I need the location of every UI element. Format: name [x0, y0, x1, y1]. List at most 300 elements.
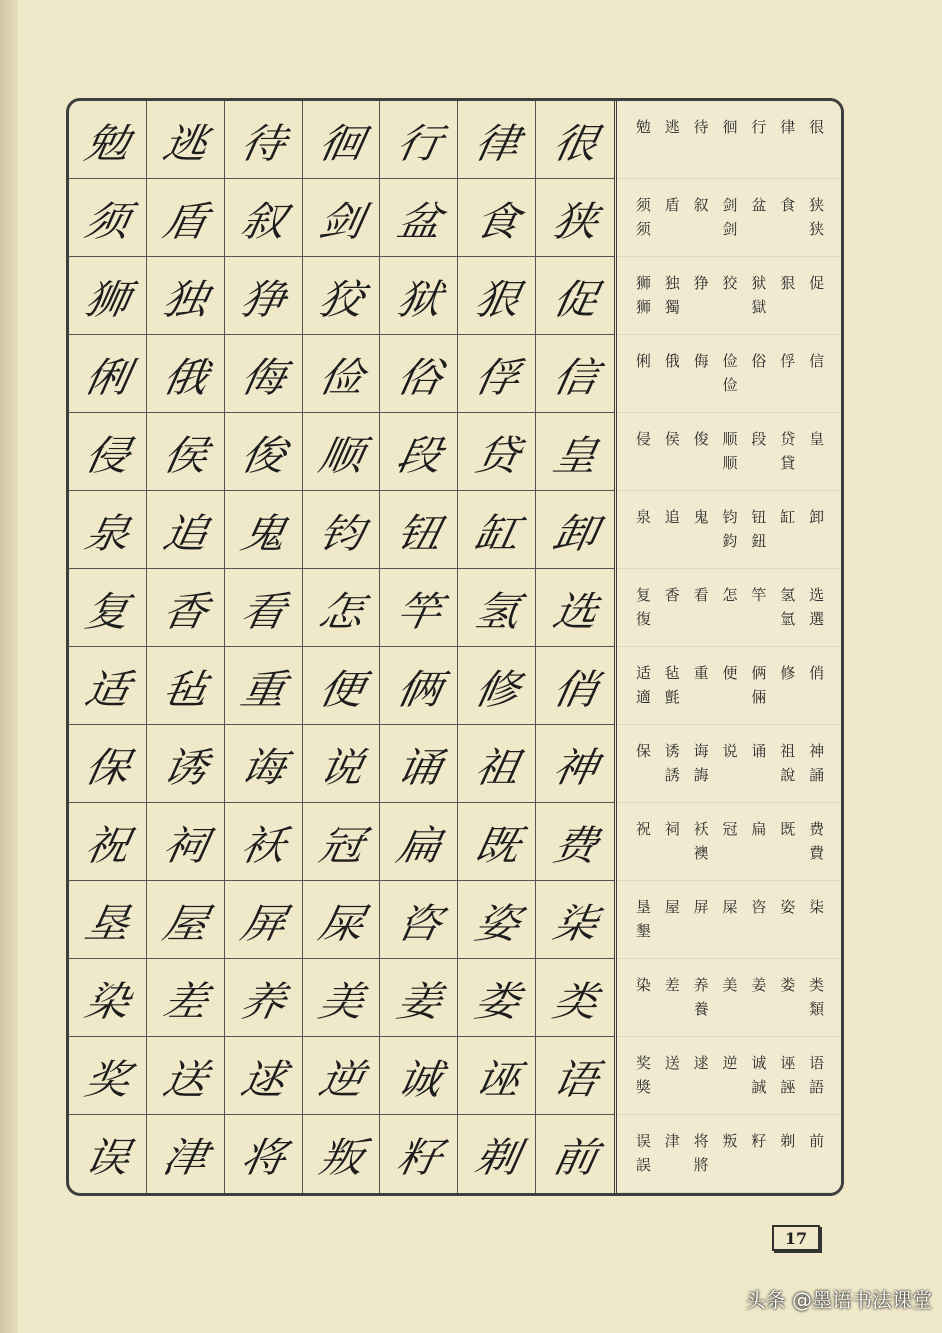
simplified-char: 修: [780, 664, 796, 682]
calligraphy-char: 侵: [81, 432, 132, 480]
simplified-char: 狠: [780, 274, 796, 292]
simplified-char: 姿: [780, 898, 796, 916]
reference-entry: [687, 817, 716, 865]
calligraphy-char: 前: [549, 1134, 600, 1182]
simplified-char: 屏: [693, 898, 709, 916]
traditional-char: 鈕: [751, 532, 767, 550]
calligraphy-char: 皇: [549, 432, 600, 480]
reference-entry: [687, 349, 716, 373]
calligraphy-char: 垦: [81, 900, 132, 948]
calligraphy-cell: [536, 491, 614, 569]
calligraphy-char: 奖: [81, 1056, 132, 1104]
calligraphy-char: 氢: [470, 588, 522, 636]
calligraphy-cell: [69, 257, 147, 335]
calligraphy-char: 狱: [392, 276, 444, 324]
calligraphy-cell: [147, 1037, 225, 1115]
reference-entry: [716, 973, 745, 997]
calligraphy-char: 诲: [237, 744, 288, 792]
calligraphy-cell: [536, 803, 614, 881]
traditional-char: 须: [635, 220, 651, 238]
calligraphy-char: 费: [549, 822, 600, 870]
calligraphy-char: 说: [315, 744, 366, 792]
traditional-char: 費: [809, 844, 825, 862]
calligraphy-cell: [458, 569, 536, 647]
calligraphy-char: 袄: [237, 822, 288, 870]
reference-entry: [629, 973, 658, 997]
traditional-char: 將: [693, 1156, 709, 1174]
simplified-char: 送: [664, 1054, 680, 1072]
calligraphy-cell: [458, 959, 536, 1037]
traditional-char: 氫: [780, 610, 796, 628]
calligraphy-char: 顺: [315, 432, 366, 480]
simplified-char: 奖: [635, 1054, 651, 1072]
calligraphy-cell: [69, 725, 147, 803]
simplified-char: 差: [664, 976, 680, 994]
calligraphy-char: 诬: [470, 1056, 522, 1104]
reference-entry: [802, 817, 831, 865]
simplified-char: 逃: [664, 118, 680, 136]
calligraphy-char: 便: [315, 666, 366, 714]
simplified-char: 行: [751, 118, 767, 136]
calligraphy-char: 逃: [159, 120, 210, 168]
calligraphy-char: 须: [81, 198, 132, 246]
reference-row: [617, 959, 841, 1037]
traditional-char: 狮: [635, 298, 651, 316]
calligraphy-char: 选: [549, 588, 600, 636]
simplified-char: 追: [664, 508, 680, 526]
simplified-char: 语: [809, 1054, 825, 1072]
calligraphy-cell: [380, 335, 458, 413]
calligraphy-cell: [303, 101, 381, 179]
calligraphy-char: 祝: [81, 822, 132, 870]
simplified-char: 怎: [722, 586, 738, 604]
calligraphy-cell: [458, 413, 536, 491]
calligraphy-char: 俘: [470, 354, 522, 402]
calligraphy-cell: [303, 335, 381, 413]
simplified-char: 诵: [751, 742, 767, 760]
simplified-char: 侮: [693, 352, 709, 370]
reference-entry: [773, 271, 802, 295]
calligraphy-cell: [458, 647, 536, 725]
simplified-char: 信: [809, 352, 825, 370]
calligraphy-cell: [380, 725, 458, 803]
calligraphy-char: 追: [159, 510, 210, 558]
traditional-char: 倆: [751, 688, 767, 706]
reference-entry: [687, 427, 716, 451]
simplified-char: 钮: [751, 508, 767, 526]
reference-row: [617, 647, 841, 725]
simplified-char: 逑: [693, 1054, 709, 1072]
reference-entry: [773, 1051, 802, 1099]
simplified-char: 竿: [751, 586, 767, 604]
simplified-char: 很: [809, 118, 825, 136]
reference-entry: [629, 505, 658, 529]
simplified-char: 保: [635, 742, 651, 760]
calligraphy-char: 狭: [549, 198, 600, 246]
reference-entry: [716, 1129, 745, 1153]
calligraphy-cell: [69, 491, 147, 569]
reference-entry: [773, 739, 802, 787]
reference-entry: [802, 115, 831, 139]
reference-entry: [687, 739, 716, 787]
traditional-char: 養: [693, 1000, 709, 1018]
calligraphy-char: 竿: [392, 588, 444, 636]
calligraphy-char: 勉: [81, 120, 132, 168]
traditional-char: 獨: [664, 298, 680, 316]
watermark: 头条 @墨语书法课堂: [745, 1287, 932, 1312]
simplified-char: 顺: [722, 430, 738, 448]
calligraphy-cell: [380, 179, 458, 257]
reference-entry: [687, 271, 716, 295]
calligraphy-char: 俗: [392, 354, 444, 402]
calligraphy-cell: [147, 335, 225, 413]
calligraphy-char: 屎: [315, 900, 366, 948]
calligraphy-cell: [225, 413, 303, 491]
calligraphy-cell: [225, 491, 303, 569]
reference-entry: [629, 349, 658, 373]
simplified-char: 娄: [780, 976, 796, 994]
reference-entry: [716, 583, 745, 607]
reference-entry: [687, 895, 716, 919]
simplified-char: 祠: [664, 820, 680, 838]
calligraphy-char: 贷: [470, 432, 522, 480]
reference-entry: [658, 115, 687, 139]
simplified-char: 贷: [780, 430, 796, 448]
reference-entry: [802, 973, 831, 1021]
reference-row: [617, 1037, 841, 1115]
simplified-char: 叛: [722, 1132, 738, 1150]
simplified-char: 狰: [693, 274, 709, 292]
simplified-char: 促: [809, 274, 825, 292]
reference-entry: [716, 505, 745, 553]
calligraphy-cell: [303, 1037, 381, 1115]
calligraphy-cell: [458, 1037, 536, 1115]
calligraphy-char: 送: [159, 1056, 210, 1104]
calligraphy-char: 钧: [315, 510, 366, 558]
calligraphy-char: 盆: [392, 198, 444, 246]
calligraphy-char: 柒: [549, 900, 600, 948]
simplified-char: 独: [664, 274, 680, 292]
calligraphy-cell: [303, 647, 381, 725]
simplified-char: 屎: [722, 898, 738, 916]
simplified-char: 徊: [722, 118, 738, 136]
simplified-char: 俘: [780, 352, 796, 370]
reference-entry: [658, 583, 687, 607]
calligraphy-cell: [147, 101, 225, 179]
calligraphy-char: 类: [549, 978, 600, 1026]
traditional-char: 氈: [664, 688, 680, 706]
traditional-char: 狭: [809, 220, 825, 238]
simplified-char: 剃: [780, 1132, 796, 1150]
calligraphy-char: 段: [392, 432, 444, 480]
simplified-char: 神: [809, 742, 825, 760]
reference-entry: [802, 349, 831, 373]
calligraphy-cell: [458, 725, 536, 803]
reference-entry: [744, 661, 773, 709]
reference-entry: [744, 349, 773, 373]
calligraphy-char: 咨: [392, 900, 444, 948]
reference-entry: [773, 661, 802, 685]
reference-entry: [802, 661, 831, 685]
calligraphy-char: 剑: [315, 198, 366, 246]
simplified-char: 侯: [664, 430, 680, 448]
calligraphy-cell: [380, 101, 458, 179]
traditional-char: 獄: [751, 298, 767, 316]
calligraphy-char: 屏: [237, 900, 288, 948]
traditional-char: 誣: [780, 1078, 796, 1096]
traditional-char: 襖: [693, 844, 709, 862]
reference-entry: [773, 895, 802, 919]
calligraphy-char: 侮: [237, 354, 288, 402]
calligraphy-cell: [303, 491, 381, 569]
calligraphy-char: 复: [81, 588, 132, 636]
calligraphy-cell: [147, 959, 225, 1037]
calligraphy-cell: [536, 725, 614, 803]
reference-entry: [658, 427, 687, 451]
calligraphy-char: 津: [159, 1134, 210, 1182]
calligraphy-char: 盾: [159, 198, 210, 246]
calligraphy-cell: [147, 1115, 225, 1193]
simplified-char: 氢: [780, 586, 796, 604]
simplified-char: 毡: [664, 664, 680, 682]
calligraphy-cell: [380, 803, 458, 881]
calligraphy-cell: [536, 101, 614, 179]
calligraphy-char: 语: [549, 1056, 600, 1104]
reference-entry: [658, 739, 687, 787]
simplified-char: 勉: [635, 118, 651, 136]
calligraphy-cell: [303, 725, 381, 803]
calligraphy-char: 缸: [470, 510, 522, 558]
traditional-char: 誨: [693, 766, 709, 784]
calligraphy-char: 祠: [159, 822, 210, 870]
calligraphy-cell: [225, 1037, 303, 1115]
simplified-char: 诚: [751, 1054, 767, 1072]
calligraphy-cell: [225, 257, 303, 335]
calligraphy-char: 养: [237, 978, 288, 1026]
reference-entry: [658, 349, 687, 373]
calligraphy-char: 独: [159, 276, 210, 324]
simplified-char: 卸: [809, 508, 825, 526]
reference-entry: [744, 1129, 773, 1153]
calligraphy-char: 卸: [549, 510, 600, 558]
reference-entry: [687, 193, 716, 217]
traditional-char: 選: [809, 610, 825, 628]
traditional-char: 誠: [751, 1078, 767, 1096]
calligraphy-cell: [225, 647, 303, 725]
reference-entry: [716, 349, 745, 397]
calligraphy-char: 冠: [315, 822, 366, 870]
simplified-char: 俩: [751, 664, 767, 682]
calligraphy-cell: [69, 569, 147, 647]
calligraphy-char: 毡: [159, 666, 210, 714]
calligraphy-char: 差: [159, 978, 210, 1026]
calligraphy-cell: [147, 725, 225, 803]
calligraphy-cell: [303, 881, 381, 959]
simplified-char: 美: [722, 976, 738, 994]
calligraphy-cell: [225, 101, 303, 179]
simplified-char: 将: [693, 1132, 709, 1150]
calligraphy-char: 俐: [81, 354, 132, 402]
calligraphy-cell: [303, 179, 381, 257]
calligraphy-cell: [458, 1115, 536, 1193]
reference-entry: [744, 505, 773, 553]
reference-entry: [802, 505, 831, 529]
reference-row: [617, 881, 841, 959]
reference-row: [617, 179, 841, 257]
reference-row: [617, 257, 841, 335]
reference-entry: [716, 739, 745, 763]
simplified-char: 咨: [751, 898, 767, 916]
calligraphy-cell: [458, 881, 536, 959]
reference-entry: [629, 271, 658, 319]
calligraphy-char: 怎: [315, 588, 366, 636]
simplified-char: 误: [635, 1132, 651, 1150]
simplified-char: 狱: [751, 274, 767, 292]
simplified-char: 律: [780, 118, 796, 136]
simplified-char: 柒: [809, 898, 825, 916]
reference-entry: [744, 193, 773, 217]
calligraphy-cell: [69, 1115, 147, 1193]
reference-entry: [658, 1051, 687, 1075]
simplified-char: 段: [751, 430, 767, 448]
traditional-char: 誘: [664, 766, 680, 784]
copybook-frame: [66, 98, 844, 1196]
calligraphy-cell: [380, 647, 458, 725]
reference-row: [617, 491, 841, 569]
calligraphy-cell: [458, 335, 536, 413]
reference-entry: [744, 739, 773, 763]
simplified-char: 俄: [664, 352, 680, 370]
traditional-char: 獎: [635, 1078, 651, 1096]
reference-entry: [629, 115, 658, 139]
simplified-char: 逆: [722, 1054, 738, 1072]
reference-entry: [744, 817, 773, 841]
calligraphy-cell: [147, 803, 225, 881]
calligraphy-cell: [536, 179, 614, 257]
calligraphy-char: 姜: [392, 978, 444, 1026]
calligraphy-char: 修: [470, 666, 522, 714]
calligraphy-cell: [380, 1037, 458, 1115]
calligraphy-char: 籽: [392, 1134, 444, 1182]
calligraphy-char: 祖: [470, 744, 522, 792]
reference-entry: [658, 1129, 687, 1153]
calligraphy-char: 叛: [315, 1134, 366, 1182]
simplified-char: 缸: [780, 508, 796, 526]
calligraphy-cell: [536, 647, 614, 725]
simplified-char: 食: [780, 196, 796, 214]
reference-entry: [744, 895, 773, 919]
calligraphy-cell: [69, 1037, 147, 1115]
calligraphy-cell: [536, 1115, 614, 1193]
simplified-char: 俭: [722, 352, 738, 370]
traditional-char: 剑: [722, 220, 738, 238]
simplified-char: 选: [809, 586, 825, 604]
calligraphy-char: 误: [81, 1134, 132, 1182]
simplified-char: 待: [693, 118, 709, 136]
reference-entry: [744, 115, 773, 139]
calligraphy-char: 将: [237, 1134, 288, 1182]
reference-entry: [802, 427, 831, 451]
calligraphy-char: 狰: [237, 276, 288, 324]
simplified-char: 鬼: [693, 508, 709, 526]
calligraphy-char: 娄: [470, 978, 522, 1026]
reference-entry: [687, 583, 716, 607]
calligraphy-cell: [147, 569, 225, 647]
calligraphy-char: 律: [470, 120, 522, 168]
calligraphy-cell: [303, 569, 381, 647]
calligraphy-cell: [225, 1115, 303, 1193]
reference-entry: [716, 271, 745, 295]
calligraphy-char: 保: [81, 744, 132, 792]
traditional-char: 鈞: [722, 532, 738, 550]
simplified-char: 狮: [635, 274, 651, 292]
calligraphy-cell: [303, 257, 381, 335]
calligraphy-char: 适: [81, 666, 132, 714]
calligraphy-cell: [380, 413, 458, 491]
simplified-char: 津: [664, 1132, 680, 1150]
calligraphy-cell: [225, 335, 303, 413]
reference-entry: [658, 661, 687, 709]
reference-entry: [802, 739, 831, 787]
calligraphy-cell: [536, 1037, 614, 1115]
calligraphy-char: 神: [549, 744, 600, 792]
calligraphy-char: 泉: [81, 510, 132, 558]
reference-entry: [629, 427, 658, 451]
reference-row: [617, 101, 841, 179]
simplified-char: 诬: [780, 1054, 796, 1072]
simplified-char: 狭: [809, 196, 825, 214]
calligraphy-char: 逑: [237, 1056, 288, 1104]
calligraphy-char: 香: [159, 588, 210, 636]
reference-entry: [744, 973, 773, 997]
calligraphy-cell: [69, 179, 147, 257]
simplified-char: 俗: [751, 352, 767, 370]
calligraphy-cell: [69, 101, 147, 179]
reference-entry: [773, 193, 802, 217]
simplified-char: 重: [693, 664, 709, 682]
calligraphy-cell: [536, 413, 614, 491]
calligraphy-cell: [380, 491, 458, 569]
calligraphy-cell: [69, 647, 147, 725]
simplified-char: 适: [635, 664, 651, 682]
calligraphy-cell: [147, 647, 225, 725]
calligraphy-cell: [225, 881, 303, 959]
calligraphy-cell: [147, 413, 225, 491]
reference-entry: [687, 115, 716, 139]
traditional-char: 誦: [809, 766, 825, 784]
calligraphy-char: 姿: [470, 900, 522, 948]
reference-entry: [744, 1051, 773, 1099]
reference-entry: [687, 661, 716, 685]
calligraphy-cell: [380, 1115, 458, 1193]
calligraphy-cell: [380, 881, 458, 959]
simplified-char: 染: [635, 976, 651, 994]
calligraphy-cell: [69, 335, 147, 413]
simplified-char: 钧: [722, 508, 738, 526]
calligraphy-char: 狡: [315, 276, 366, 324]
simplified-char: 侵: [635, 430, 651, 448]
calligraphy-char: 俄: [159, 354, 210, 402]
calligraphy-cell: [69, 959, 147, 1037]
simplified-char: 须: [635, 196, 651, 214]
calligraphy-cell: [225, 959, 303, 1037]
calligraphy-char: 看: [237, 588, 288, 636]
reference-entry: [716, 661, 745, 685]
reference-entry: [773, 1129, 802, 1153]
calligraphy-char: 狠: [470, 276, 522, 324]
simplified-char: 俏: [809, 664, 825, 682]
calligraphy-cell: [458, 179, 536, 257]
